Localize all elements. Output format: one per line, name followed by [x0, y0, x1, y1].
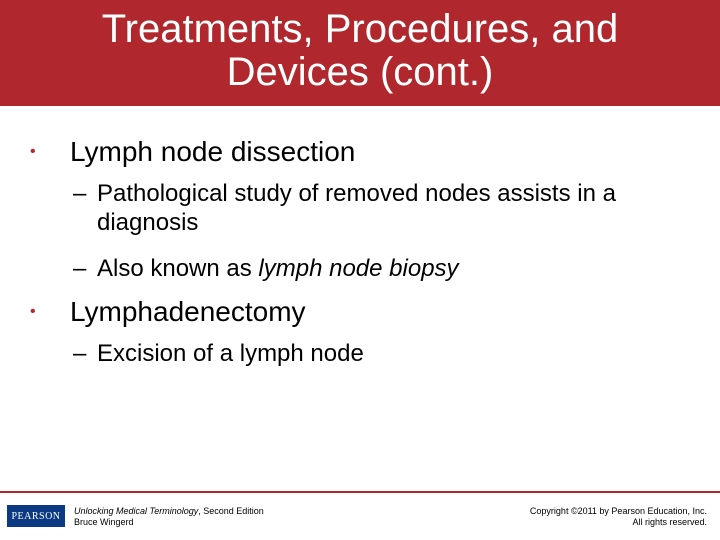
- rights-text: All rights reserved.: [632, 517, 707, 527]
- footer-copyright: [530, 506, 707, 528]
- book-edition: , Second Edition: [198, 506, 264, 516]
- dash-icon: –: [73, 255, 87, 282]
- book-title-line: [74, 506, 264, 517]
- bullet-item-1: [30, 136, 355, 168]
- book-title: Unlocking Medical Terminology: [74, 506, 199, 516]
- sub-item-text: Pathological study of removed nodes assists in a diagnosis: [97, 180, 616, 236]
- sub-item-text-italic: lymph node biopsy: [258, 255, 459, 282]
- bullet-dot-icon: •: [30, 143, 36, 160]
- footer-divider: [0, 491, 720, 493]
- sub-item-2-1: [73, 339, 693, 368]
- sub-item-text: Excision of a lymph node: [97, 340, 364, 367]
- pearson-logo: PEARSON: [7, 505, 65, 527]
- bullet-text: Lymphadenectomy: [70, 296, 306, 327]
- sub-item-text-prefix: Also known as: [97, 255, 259, 282]
- copyright-text: Copyright ©2011 by Pearson Education, Inc.: [529, 506, 707, 516]
- dash-icon: –: [73, 340, 87, 367]
- sub-item-1-2: [73, 254, 693, 283]
- bullet-text: Lymph node dissection: [70, 136, 356, 167]
- bullet-dot-icon: •: [30, 303, 36, 320]
- slide-title-line-2: Devices (cont.): [226, 50, 494, 94]
- dash-icon: –: [73, 180, 87, 207]
- footer-book-info: [74, 506, 264, 528]
- book-author: Bruce Wingerd: [74, 517, 134, 527]
- sub-item-1-1: [73, 179, 693, 237]
- slide-title-line-1: Treatments, Procedures, and: [101, 7, 619, 51]
- bullet-item-2: [30, 296, 306, 328]
- sub-item-text: [97, 254, 693, 283]
